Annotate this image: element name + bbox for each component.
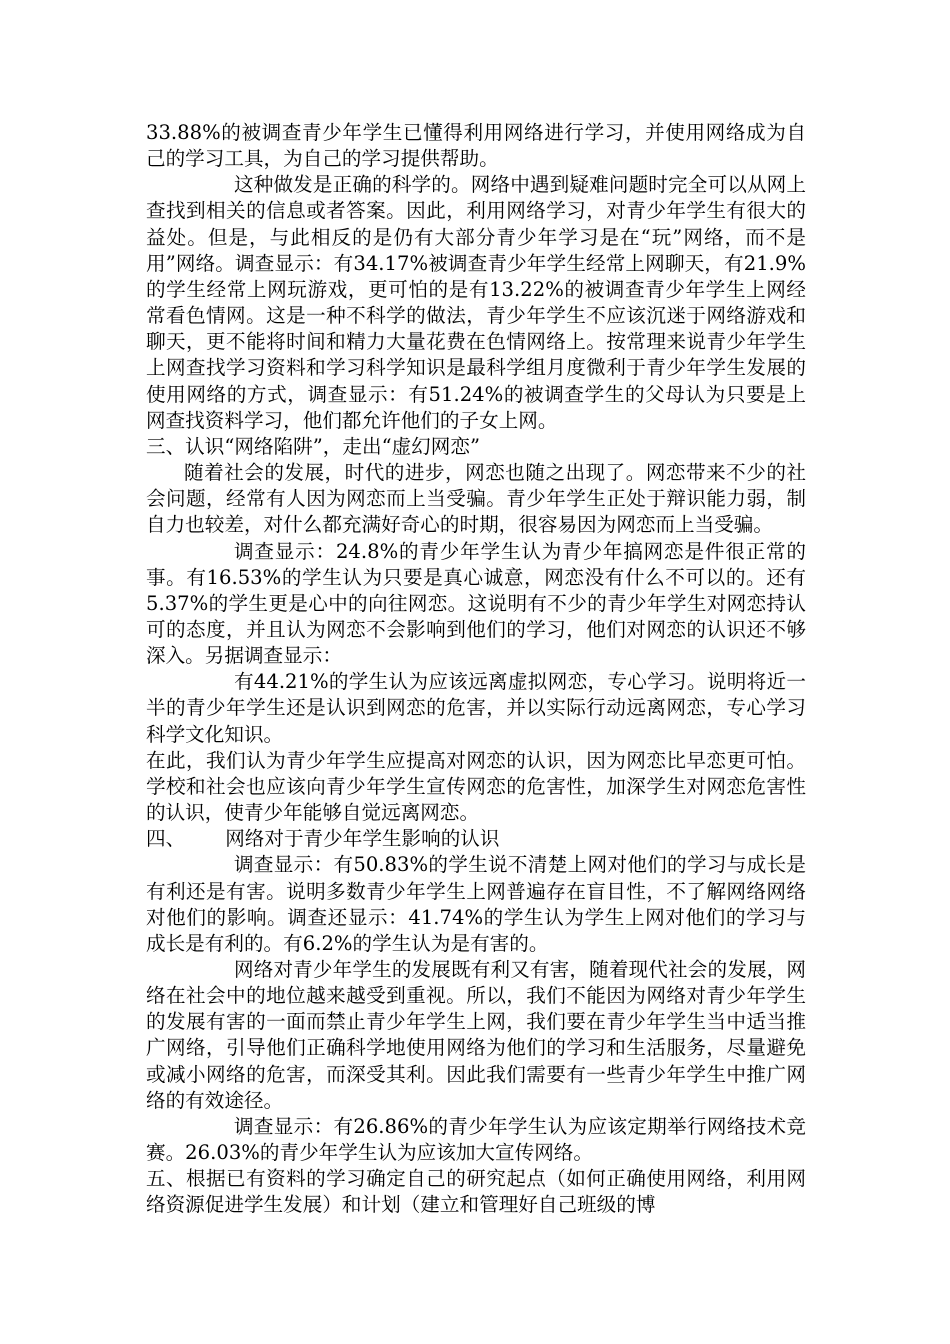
paragraph-online-romance-intro: 随着社会的发展，时代的进步，网恋也随之出现了。网恋带来不少的社会问题，经常有人因为网恋而上当受骗。青少年学生正处于辩识能力弱，制自力也较差，对什么都充满好奇心的时期，很容易因为网恋而上当受骗。 bbox=[146, 461, 806, 537]
section-heading-5: 五、根据已有资料的学习确定自己的研究起点（如何正确使用网络，利用网络资源促进学生发展）和计划（建立和管理好自己班级的博 bbox=[146, 1167, 806, 1217]
section-heading-3: 三、认识“网络陷阱”，走出“虚幻网恋” bbox=[146, 434, 480, 458]
section-heading-4 bbox=[146, 826, 806, 852]
paragraph-pros-cons: 网络对青少年学生的发展既有利又有害，随着现代社会的发展，网络在社会中的地位越来越受到重视。所以，我们不能因为网络对青少年学生的发展有害的一面而禁止青少年学生上网，我们要在青少年学生当中适当推广网络，引导他们正确科学地使用网络为他们的学习和生活服务，尽量避免或减小网络的危害，而深受其利。因此我们需要有一些青少年学生中推广网络的有效途径。 bbox=[146, 958, 806, 1112]
section-heading-4-number: 四、 bbox=[146, 827, 186, 851]
document-page bbox=[146, 120, 806, 1219]
paragraph-study-tool: 33.88%的被调查青少年学生已懂得利用网络进行学习，并使用网络成为自己的学习工具，为自己的学习提供帮助。 bbox=[146, 121, 806, 171]
paragraph-romance-distance: 有44.21%的学生认为应该远离虚拟网恋，专心学习。说明将近一半的青少年学生还是认识到网恋的危害，并以实际行动远离网恋，专心学习科学文化知识。 bbox=[146, 670, 806, 746]
paragraph-scientific-use: 这种做发是正确的科学的。网络中遇到疑难问题时完全可以从网上查找到相关的信息或者答案。因此，利用网络学习，对青少年学生有很大的益处。但是，与此相反的是仍有大部分青少年学习是在“玩”网络，而不是用”网络。调查显示：有34.17%被调查青少年学生经常上网聊天，有21.9%的学生经常上网玩游戏，更可怕的是有13.22%的被调查青少年学生上网经常看色情网。这是一种不科学的做法，青少年学生不应该沉迷于网络游戏和聊天，更不能将时间和精力大量花费在色情网络上。按常理来说青少年学生上网查找学习资料和学习科学知识是最科学组月度微利于青少年学生发展的使用网络的方式，调查显示：有51.24%的被调查学生的父母认为只要是上网查找资料学习，他们都允许他们的子女上网。 bbox=[146, 173, 806, 432]
paragraph-romance-conclusion: 在此，我们认为青少年学生应提高对网恋的认识，因为网恋比早恋更可怕。学校和社会也应该向青少年学生宣传网恋的危害性，加深学生对网恋危害性的认识，使青少年能够自觉远离网恋。 bbox=[146, 748, 806, 825]
paragraph-competition-survey: 调查显示：有26.86%的青少年学生认为应该定期举行网络技术竞赛。26.03%的青少年学生认为应该加大宣传网络。 bbox=[146, 1114, 806, 1165]
paragraph-influence-survey: 调查显示：有50.83%的学生说不清楚上网对他们的学习与成长是有利还是有害。说明多数青少年学生上网普遍存在盲目性，不了解网络网络对他们的影响。调查还显示：41.74%的学生认为学生上网对他们的学习与成长是有利的。有6.2%的学生认为是有害的。 bbox=[146, 853, 806, 955]
paragraph-romance-survey: 调查显示：24.8%的青少年学生认为青少年搞网恋是件很正常的事。有16.53%的学生认为只要是真心诚意，网恋没有什么不可以的。还有5.37%的学生更是心中的向往网恋。这说明有不少的青少年学生对网恋持认可的态度，并且认为网恋不会影响到他们的学习，他们对网恋的认识还不够深入。另据调查显示： bbox=[146, 539, 806, 668]
section-heading-4-title: 网络对于青少年学生影响的认识 bbox=[225, 827, 500, 851]
